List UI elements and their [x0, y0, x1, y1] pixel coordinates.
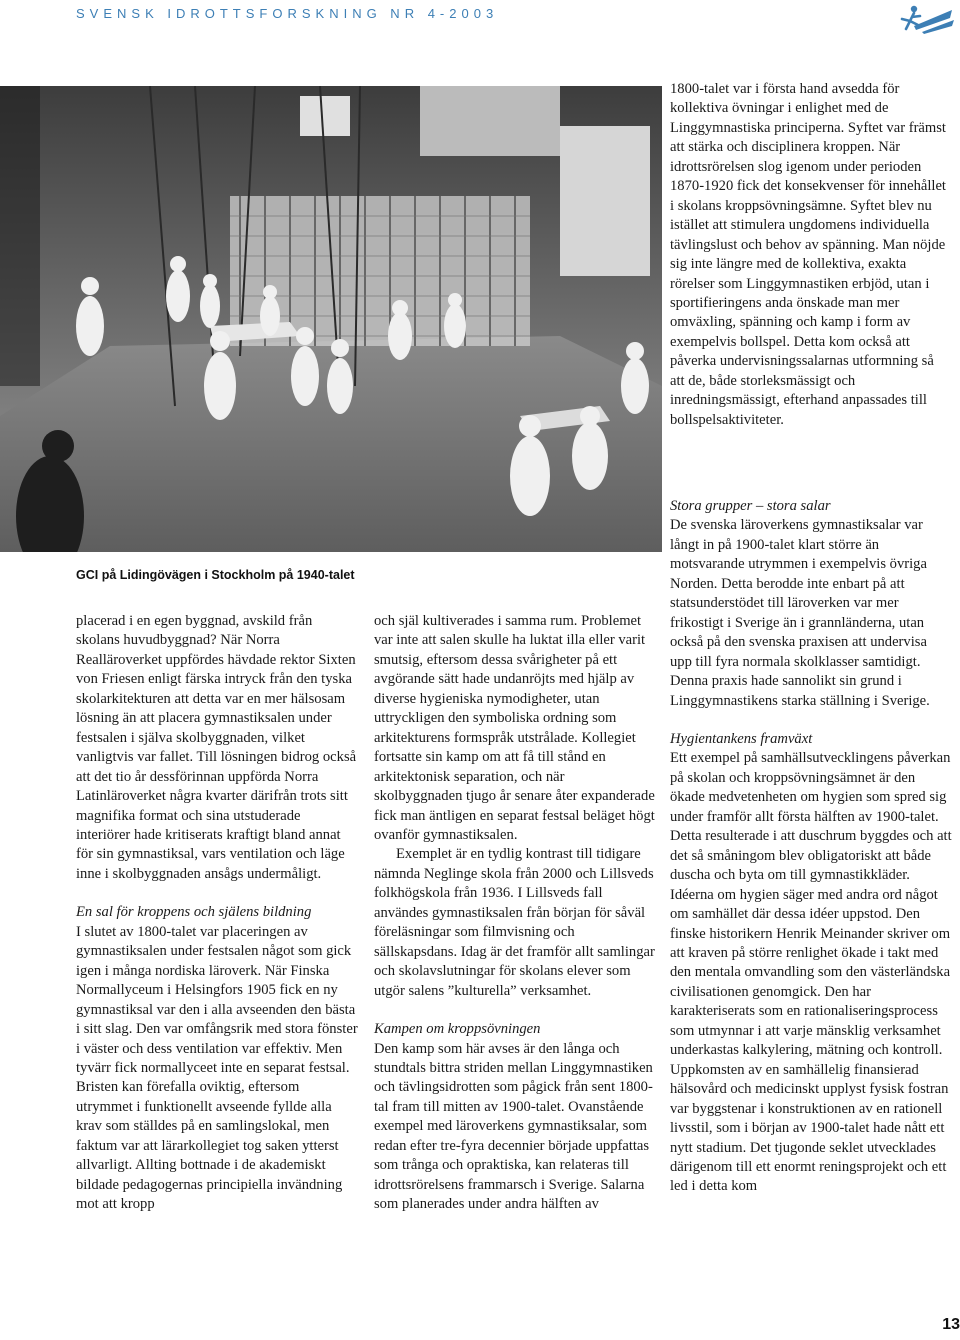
paragraph: placerad i en egen byggnad, avskild från skolans huvudbyggnad? När Norra Realläroverket uppfördes hävdade rektor Sixten von Friesen enligt färska intryck från den tyska skolarkitekturen att detta var en mer hälsosam lösning än att placera gymnastiksalen under festsalen i själva skolbyggnaden, vilket vanligtvis var fallet. Till lösningen bidrog också att det tio år dessförinnan uppförda Norra Latinläroverket några kvarter därifrån trots sitt magnifika format och sina utstuderade interiörer hade kritiserats kraftigt bland annat för sin gymnastiksal, vars ventilation och läge inne i skolbyggnaden ansågs undermåligt.: [76, 613, 357, 882]
sports-figure-logo: [892, 4, 956, 34]
section-heading: Stora grupper – stora salar: [670, 498, 831, 514]
paragraph: I slutet av 1800-talet var placeringen av gymnastiksalen under festsalen något som gick igen i många nordiska läroverk. När Finska Normallyceum i Helsingfors 1905 fick en ny gymnastiksal var den i alla avseenden den bästa i sitt slag. Den var omfångsrik med stora fönster i väster och dess ventilation var effektiv. Men tyvärr fick normallyceet inte en separat festsal. Bristen kan förefalla oviktig, eftersom utrymmet i funktionellt avseende fyllde alla krav som ställdes på en samlingslokal, men faktum var att lärarkollegiet tog saken ytterst allvarligt. Allting bottnade i de akademiskt bildade pedagogernas principiella invändning mot att kropp: [76, 923, 358, 1213]
gymnasium-photo-illustration: [0, 86, 662, 552]
paragraph: Den kamp som här avses är den långa och stundtals bittra striden mellan Linggymnastiken och tävlingsidrotten som pågick från sent 1800-tal fram till mitten av 1900-talet. Ovanstående exempel med läroverkens gymnastiksalar, som redan efter tre-fyra decennier började uppfattas som trånga och opraktiska, kan relateras till idrottsrörelsens frammarsch i Sverige. Salarna som planerades under andra hälften av: [374, 1040, 653, 1213]
section-heading: En sal för kroppens och själens bildning: [76, 904, 312, 921]
paragraph: 1800-talet var i första hand avsedda för kollektiva övningar i enlighet med de Linggymnastiska principerna. Syftet var främst att stärka och disciplinera kroppen. När idrottsrörelsen slog igenom under perioden 1870-1920 fick det konsekvenser för innehållet i skolans kroppsövningsämne. Syftet blev nu istället att stimulera ungdomens individuella tävlingslust och behov av spänning. Man nöjde sig inte längre med de kollektiva, exakta rörelser som Linggymnastiken erbjöd, utan i sportifieringens anda önskade man mer omväxling, spänning och kamp i form av exempelvis bollspel. Detta kom också att påverka undervisningssalarnas utformning så att de, både storleksmässigt och inredningsmässigt, efterhand anpassades till bollspelsaktiviteter.: [670, 81, 946, 428]
paragraph: och själ kultiverades i samma rum. Problemet var inte att salen skulle ha luktat illa eller varit smutsig, eftersom dessa svårigheter på ett avgörande sätt hade undanröjts med hjälp av diverse hygieniska nymodigheter, utan uttryckligen den symboliska ordning som arkitekturens formspråk utstrålade. Kollegiet fortsatte sin kamp om att få till stånd en arkitektonisk separation, och när skolbyggnaden tjugo år senare åter expanderade fick man äntligen en separat festsal beläget högt ovanför gymnastiksalen.: [374, 613, 655, 843]
journal-title: SVENSK IDROTTSFORSKNING NR 4-2003: [76, 6, 499, 21]
text-column-3-bottom: [670, 497, 952, 1197]
text-column-1: [76, 612, 358, 1215]
section-heading: Hygientankens framväxt: [670, 730, 813, 747]
text-column-2: [374, 612, 656, 1215]
paragraph: Exemplet är en tydlig kontrast till tidigare nämnda Neglinge skola från 2000 och Lillsveds folkhögskola från 1936. I Lillsveds fall användes gymnastiksalen från början för såväl föreläsningar som filmvisning och sällskapsdans. Idag är det framför allt samlingar och skolavslutningar för skolans elever som utgör salens ”kulturella” verksamhet.: [374, 846, 655, 999]
page-number: 13: [942, 1316, 960, 1333]
paragraph: Ett exempel på samhällsutvecklingens påverkan på skolan och kroppsövningsämnet är den ökade medvetenheten om hygien som spred sig under framför allt första hälften av 1900-talet. Detta resulterade i att duschrum byggdes och att det så småningom blev obligatoriskt att både duscha och byta om till gymnastikkläder. Idéerna om hygien säger med andra ord något om samhället där dessa idéer uppstod. Den finske historikern Henrik Meinander skriver om att kraven på större renlighet ökade i takt med den mentala omvandling som den västerländska civilisationen genomgick. Den har karakteriserats som en rationaliseringsprocess som utmynnar i att varje mänsklig verksamhet underkastas kalkylering, mätning och kontroll. Uppkomsten av en samhällelig finansierad hälsovård och medicinskt upplyst fysisk fostran var byggstenar i konstruktionen av en rationell livsstil, som i början av 1900-talet hade nått ett nytt stadium. Det tjugonde seklet utvecklades därigenom till ett enormt reningsprojekt och ett led i detta kom: [670, 750, 952, 1195]
gymnasium-photo: [0, 86, 662, 552]
paragraph: De svenska läroverkens gymnastiksalar var långt in på 1900-talet klart större än motsvarande utrymmen i exempelvis övriga Norden. Detta berodde inte enbart på att statsunderstödet till läroverken var mer frikostigt i Sverige än i grannländerna, utan också på den svenska praxisen att undervisa upp till fyra normala skolklasser samtidigt. Denna praxis hade sannolikt sin grund i Linggymnastikens starka ställning i Sverige.: [670, 517, 930, 709]
photo-caption: GCI på Lidingövägen i Stockholm på 1940-talet: [76, 568, 355, 582]
text-column-3-top: [670, 80, 952, 430]
page-header: [0, 0, 960, 34]
section-heading: Kampen om kroppsövningen: [374, 1021, 541, 1038]
